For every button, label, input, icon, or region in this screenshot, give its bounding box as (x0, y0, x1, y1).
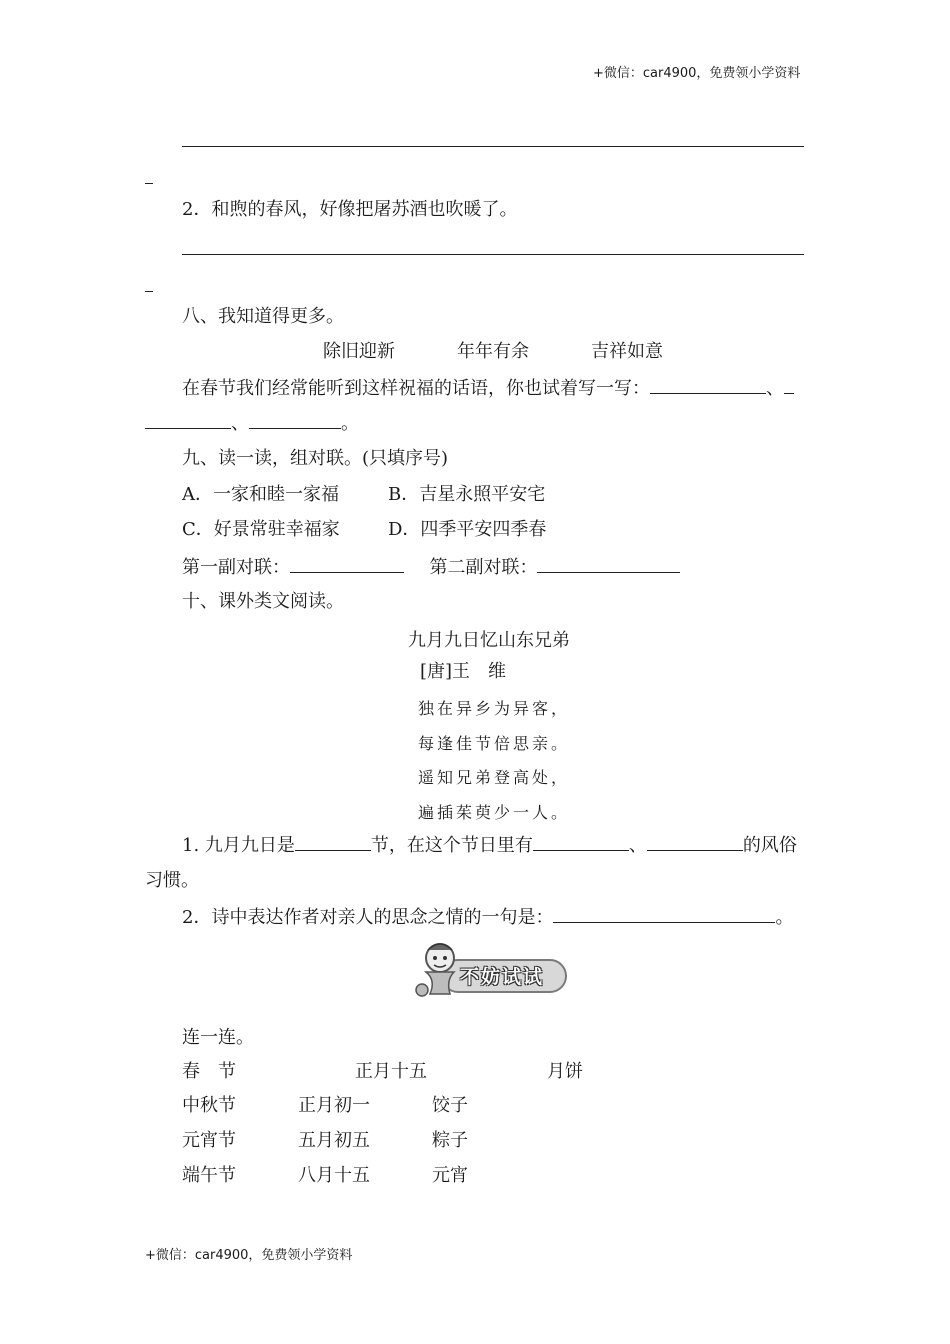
q1-text: 、 (628, 835, 647, 856)
header-watermark: +微信：car4900，免费领小学资料 (593, 66, 801, 81)
try-it-badge (410, 938, 570, 1000)
blank-field[interactable] (784, 375, 794, 394)
question-2: 2．和煦的春风，好像把屠苏酒也吹暖了。 (182, 199, 518, 220)
match-mid-item[interactable]: 正月十五 (355, 1061, 427, 1082)
reading-question-1-cont: 习惯。 (145, 870, 199, 891)
end-mark: 。 (341, 413, 359, 434)
match-left-item[interactable]: 中秋节 (182, 1095, 236, 1116)
match-left-item[interactable]: 元宵节 (182, 1130, 236, 1151)
section-8-blanks (145, 410, 359, 436)
phrase-2: 年年有余 (457, 341, 529, 362)
poem-line: 独在异乡为异客， (418, 699, 571, 718)
blank-field[interactable] (145, 410, 231, 429)
couplet-answers (182, 554, 680, 580)
answer-line-tail (145, 183, 153, 184)
match-right-item[interactable]: 饺子 (432, 1095, 468, 1116)
match-mid-item[interactable]: 八月十五 (298, 1165, 370, 1186)
match-mid-item[interactable]: 五月初五 (298, 1130, 370, 1151)
poem-line: 遍插茱萸少一人。 (418, 803, 571, 822)
separator: 、 (231, 413, 249, 434)
poem-title: 九月九日忆山东兄弟 (408, 630, 570, 651)
match-right-item[interactable]: 月饼 (547, 1061, 583, 1082)
poem-author: [唐]王 维 (420, 661, 507, 682)
blank-field[interactable] (537, 554, 680, 573)
reading-question-2 (182, 904, 793, 930)
separator: 、 (766, 378, 784, 399)
footer-watermark: +微信：car4900，免费领小学资料 (145, 1248, 353, 1263)
match-right-item[interactable]: 粽子 (432, 1130, 468, 1151)
section-10-title: 十、课外类文阅读。 (182, 591, 344, 612)
pair-2-label: 第二副对联： (429, 557, 538, 578)
prompt-text: 在春节我们经常能听到这样祝福的话语，你也试着写一写： (182, 378, 650, 399)
poem-line: 遥知兄弟登高处， (418, 768, 571, 787)
answer-line-tail (145, 291, 153, 292)
q1-text: 的风俗 (742, 835, 797, 856)
option-d: D．四季平安四季春 (388, 519, 547, 540)
blank-field[interactable] (647, 832, 743, 851)
answer-line (182, 146, 804, 147)
blank-field[interactable] (553, 904, 775, 923)
section-9-title: 九、读一读，组对联。(只填序号) (182, 448, 449, 469)
option-b: B．吉星永照平安宅 (388, 484, 546, 505)
pair-1-label: 第一副对联： (182, 557, 290, 578)
blank-field[interactable] (650, 375, 766, 394)
match-mid-item[interactable]: 正月初一 (298, 1095, 370, 1116)
phrase-3: 吉祥如意 (591, 341, 663, 362)
blank-field[interactable] (290, 554, 404, 573)
badge-label: 不妨试试 (460, 966, 545, 988)
section-8-title: 八、我知道得更多。 (182, 306, 344, 327)
blank-field[interactable] (533, 832, 629, 851)
phrase-1: 除旧迎新 (323, 341, 395, 362)
q1-text: 1. 九月九日是 (182, 835, 295, 856)
match-title: 连一连。 (182, 1027, 254, 1048)
q1-text: 节，在这个节日里有 (370, 835, 533, 856)
section-8-prompt (182, 375, 794, 401)
poem-line: 每逢佳节倍思亲。 (418, 734, 571, 753)
blank-field[interactable] (249, 410, 341, 429)
match-left-item[interactable]: 春 节 (182, 1061, 236, 1082)
match-left-item[interactable]: 端午节 (182, 1165, 236, 1186)
match-right-item[interactable]: 元宵 (432, 1165, 468, 1186)
answer-line (182, 254, 804, 255)
option-a: A．一家和睦一家福 (182, 484, 339, 505)
reading-question-1 (182, 832, 797, 858)
q2-end: 。 (775, 907, 794, 928)
blank-field[interactable] (295, 832, 371, 851)
option-c: C．好景常驻幸福家 (182, 519, 340, 540)
q2-text: 2．诗中表达作者对亲人的思念之情的一句是： (182, 907, 554, 928)
